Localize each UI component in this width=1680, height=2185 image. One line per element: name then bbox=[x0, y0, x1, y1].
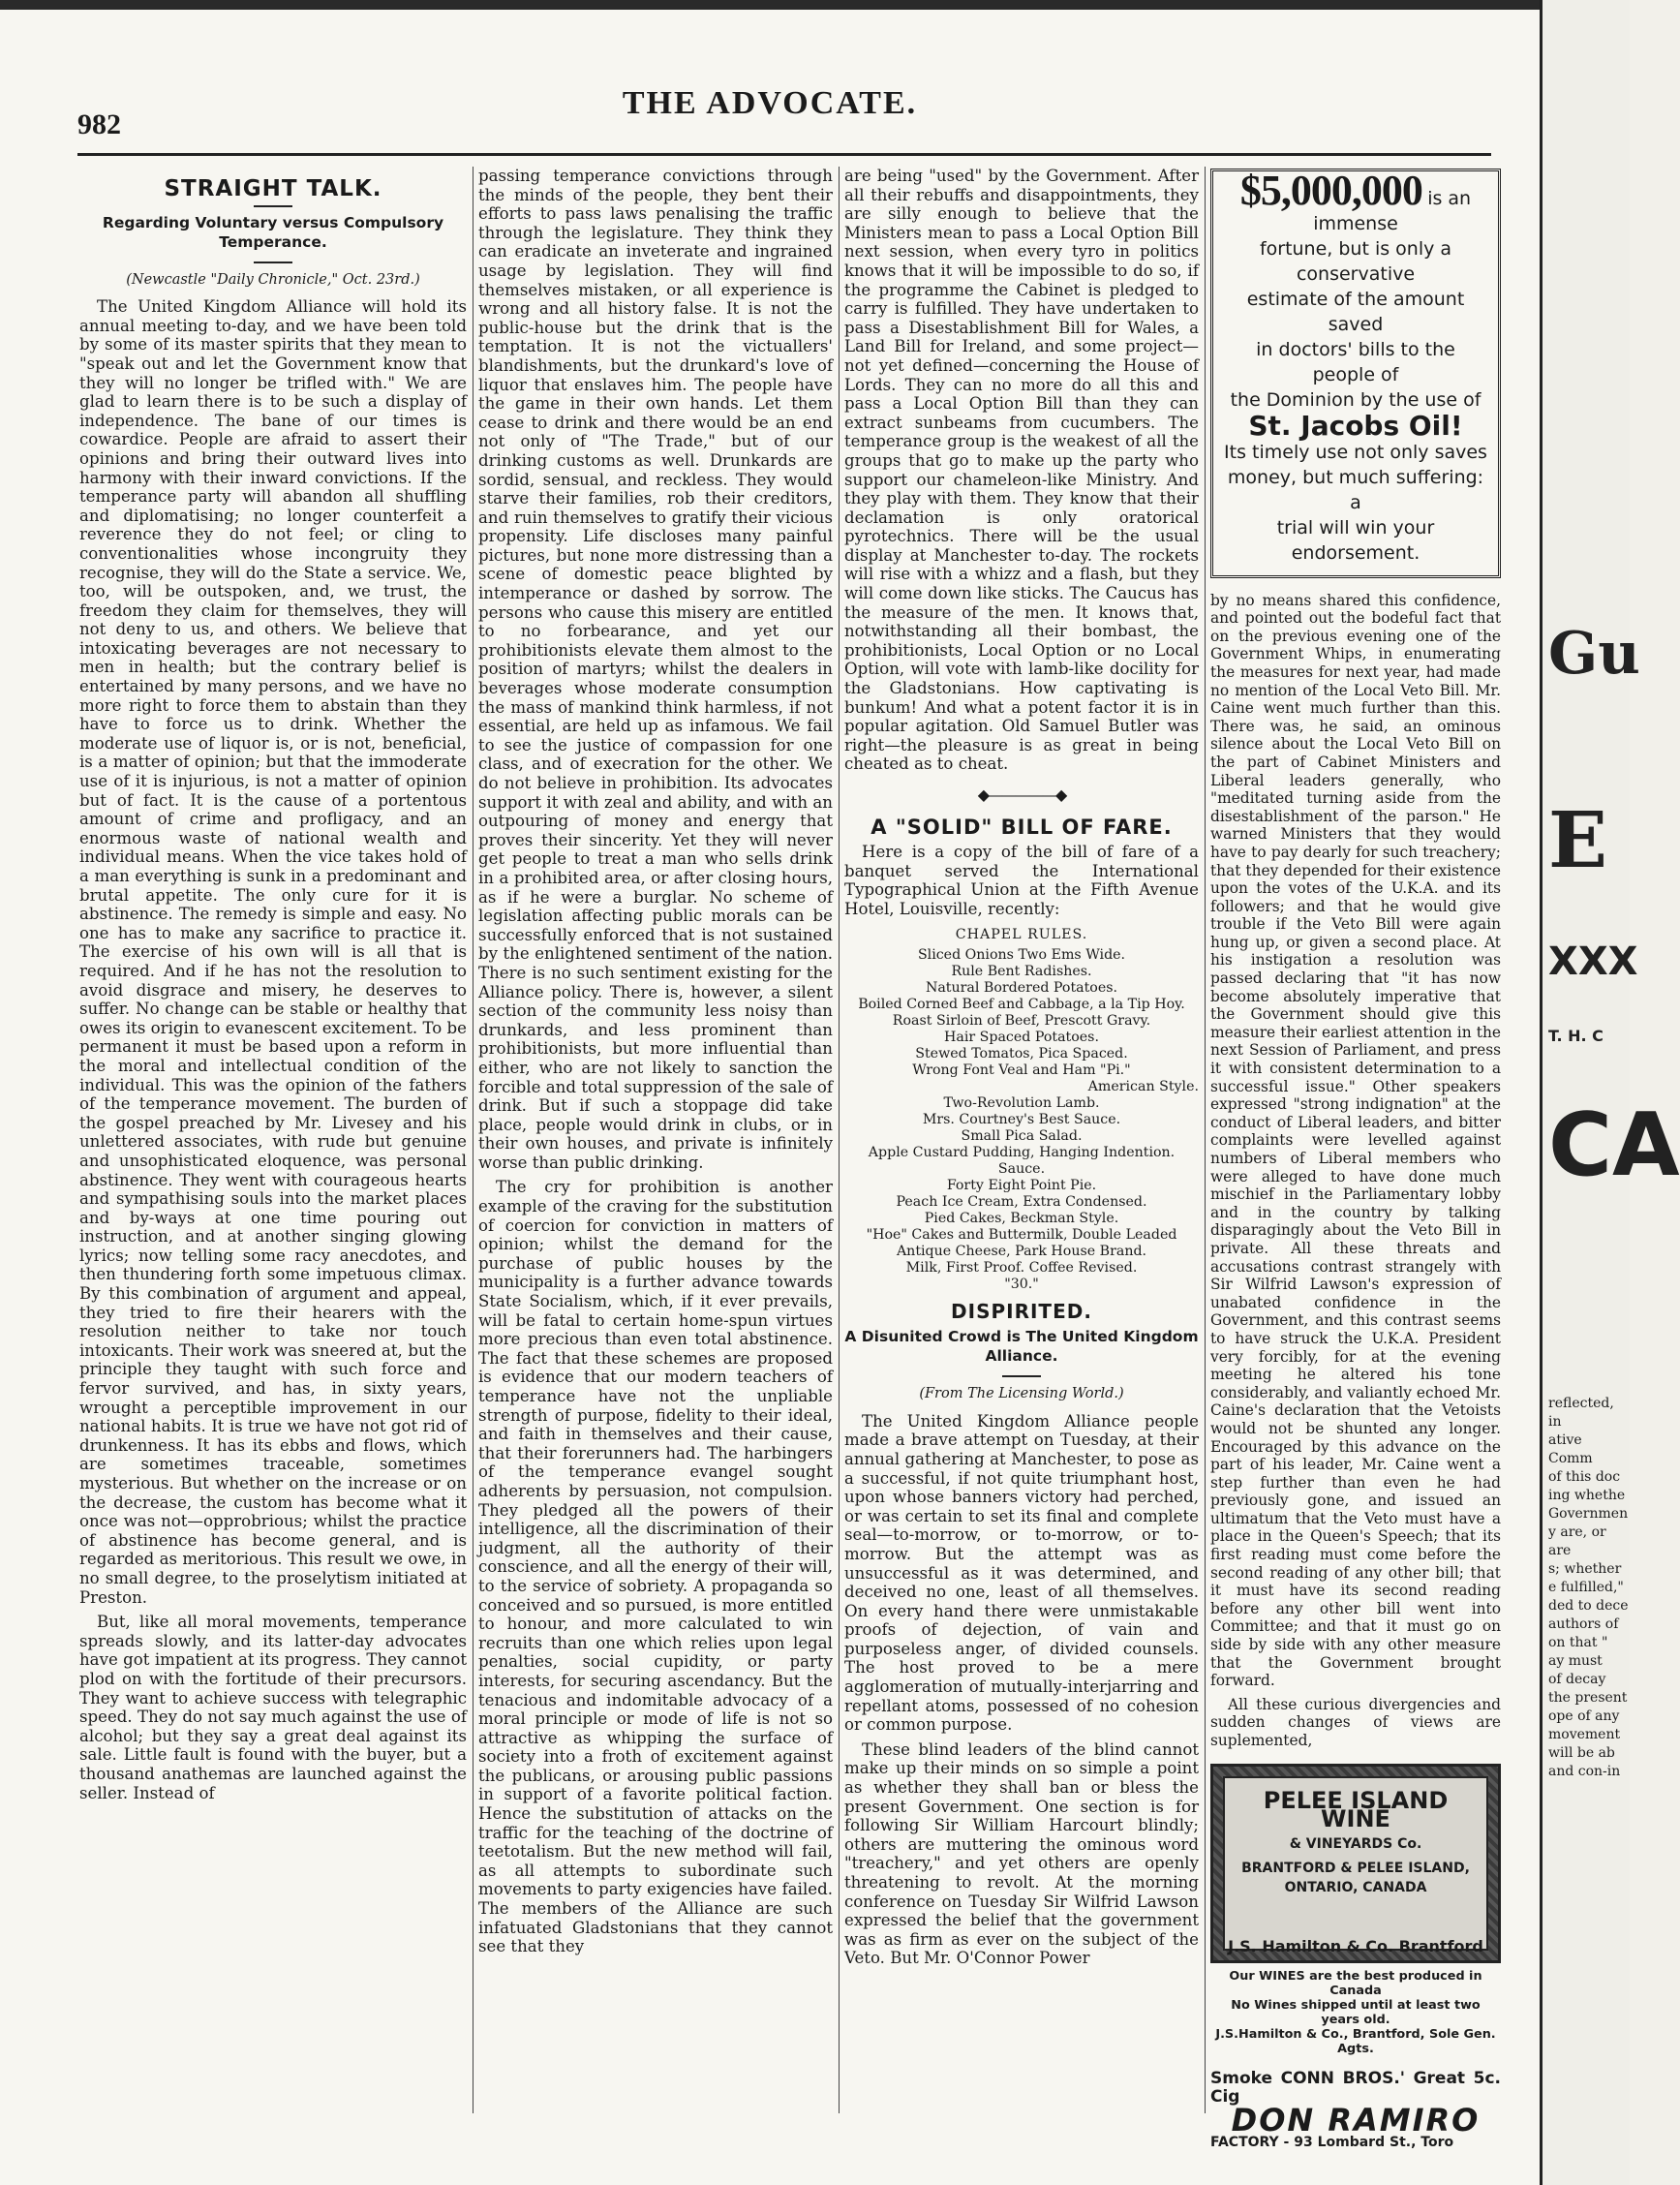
column-divider bbox=[1205, 167, 1206, 2113]
strip-line: authors of bbox=[1548, 1616, 1619, 1632]
strip-line: ded to dece bbox=[1548, 1598, 1629, 1614]
strip-fragment: T. H. C bbox=[1548, 1027, 1604, 1045]
menu-item: Sliced Onions Two Ems Wide. bbox=[917, 946, 1126, 963]
menu-item: Mrs. Courtney's Best Sauce. bbox=[922, 1111, 1121, 1127]
ad-headline-row bbox=[1223, 167, 1488, 236]
menu-item: Peach Ice Cream, Extra Condensed. bbox=[896, 1193, 1147, 1210]
scan-top-edge bbox=[0, 0, 1540, 10]
menu-list bbox=[844, 927, 1199, 1293]
ad-line: trial will win your endorsement. bbox=[1276, 516, 1435, 564]
menu-item: Natural Bordered Potatoes. bbox=[925, 979, 1118, 996]
wine-ad-panel bbox=[1223, 1776, 1488, 1955]
dispirited-source: (From The Licensing World.) bbox=[919, 1386, 1124, 1402]
strip-line: y are, or are bbox=[1548, 1524, 1606, 1558]
ad-line: Its timely use not only saves bbox=[1224, 441, 1487, 463]
menu-item: Apple Custard Pudding, Hanging Indention. bbox=[868, 1144, 1176, 1160]
article-paragraph: The cry for prohibition is another example of the craving for the substitution of coercion for conviction in matters of opinion; whilst the demand for the purchase of public houses by the municipality is a further advance towards State Socialism, which, if it ever prevails, will be fatal to certain home-spun virtues more precious than even total abstinence. The fact that these schemes are proposed is evidence that our modern teachers of temperance have not the unpliable strength of purpose, fidelity to their ideal, and faith in themselves and their cause, that their forerunners had. The harbingers of the temperance evangel sought adherents by persuasion, not compulsion. They pledged all the powers of their intelligence, all the discrimination of their judgment, all the authority of their conscience, and all the energy of their will, to the service of sobriety. A propaganda so conceived and so pursued, is more entitled to honour, and more calculated to win recruits than one which relies upon legal penalties, social cupidity, or party interests, for securing ascendancy. But the tenacious and indomitable advocacy of a moral principle or mode of life is not so attractive as whipping the surface of society into a froth of excitement against the publicans, or arousing public passions in support of a favorite political faction. Hence the substitution of attacks on the traffic for the teaching of the doctrine of teetotalism. But the new method will fail, as all attempts to subordinate such movements to party exigencies have failed. The members of the Alliance are such infatuated Gladstonians that they cannot see that they bbox=[478, 1178, 833, 1956]
strip-fragment: E bbox=[1548, 794, 1607, 885]
strip-line: ay must bbox=[1548, 1653, 1603, 1669]
strip-line: Governmen bbox=[1548, 1506, 1629, 1522]
article-paragraph: The United Kingdom Alliance will hold its annual meeting to-day, and we have been told by some of its master spirits that they mean to "speak out and let the Government know that they will no longer be trifled with." We are glad to learn there is to be such a display of independence. The bane of our times is cowardice. People are afraid to assert their opinions and bring their outward lives into harmony with their inward convictions. If the temperance party will abandon all shuffling and diplomatising; no longer counterfeit a reverence they do not feel; or cling to conventionalities whose incongruity they recognise, they will do the State a service. We, too, will be outspoken, and, we trust, the freedom they claim for themselves, they will not deny to us, and others. We believe that intoxicating beverages are not necessary to men in health; but the contrary belief is entertained by many persons, and we have no more right to force them to abstain than they have to force us to drink. Whether the moderate use of liquor is, or is not, beneficial, is a matter of opinion; but that the immoderate use of it is injurious, is not a matter of opinion but of fact. It is the cause of a portentous amount of crime and profligacy, and an enormous waste of national wealth and individual means. When the vice takes hold of a man everything is sunk in a predominant and brutal appetite. The only cure for it is abstinence. The remedy is simple and easy. No one has to make any sacrifice to practice it. The exercise of his own will is all that is required. And if he has not the resolution to avoid disgrace and misery, he deserves to suffer. No change can be stable or healthy that owes its origin to evanescent excitement. To be permanent it must be based upon a reform in the moral and intellectual condition of the individual. This was the opinion of the fathers of the temperance movement. The burden of the gospel preached by Mr. Livesey and his unlettered associates, with rude but genuine and unsophisticated eloquence, was personal abstinence. They went with courageous hearts and sympathising souls into the market places and by-ways at one time pouring out instruction, and at another singing glowing lyrics; now telling some racy anecdotes, and then thundering forth some impetuous climax. By this combination of argument and appeal, they tried to fire their hearers with the resolution neither to take nor touch intoxicants. Their work was sneered at, but the principle they taught with such force and fervor survived, and has, in sixty years, wrought a perceptible improvement in our national habits. It is true we have not got rid of drunkenness. It has its ebbs and flows, which are sometimes traceable, sometimes mysterious. But whether on the increase or on the decrease, the custom has become what it once was not—opprobrious; whilst the practice of abstinence has become general, and is regarded as meritorious. This result we owe, in no small degree, to the proselytism initiated at Preston. bbox=[79, 297, 467, 1607]
straight-talk-headline: STRAIGHT TALK. bbox=[164, 176, 382, 201]
strip-line: of decay bbox=[1548, 1672, 1606, 1687]
menu-item: Rule Bent Radishes. bbox=[951, 963, 1092, 979]
column-2 bbox=[478, 167, 833, 2113]
strip-text bbox=[1548, 1395, 1630, 1781]
wine-ad-name: J.S. Hamilton & Co. Brantford bbox=[1228, 1936, 1483, 1955]
strip-line: ope of any bbox=[1548, 1708, 1620, 1724]
menu-item: Stewed Tomatos, Pica Spaced. bbox=[915, 1045, 1128, 1062]
article-paragraph: by no means shared this confidence, and pointed out the bodeful fact that on the previous evening one of the Government Whips, in enumerating the measures for next year, had made no mention of the Local Veto Bill. Mr. Caine went much further than this. There was, he said, an ominous silence about the Local Veto Bill on the part of Cabinet Ministers and Liberal leaders generally, who "meditated turning aside from the disestablishment of the parson." He warned Ministers that they would have to pay dearly for such treachery; that they depended for their existence upon the votes of the U.K.A. and its followers; and that he would give trouble if the Veto Bill were again hung up, or given a second place. At his instigation a resolution was passed declaring that "it has now become absolutely imperative that the Government should give this measure their earliest attention in the next Session of Parliament, and press it with consistent determination to a successful issue." Other speakers expressed "strong indignation" at the conduct of Liberal leaders, and bitter complaints were levelled against numbers of Liberal members who were alleged to have done much mischief in the Parliamentary lobby and in the country by talking disparagingly about the Veto Bill in private. All these threats and accusations contrast strangely with Sir Wilfrid Lawson's expression of unabated confidence in the Government, and this contrast seems to have struck the U.K.A. President very forcibly, for at the evening meeting he altered his tone considerably, and valiantly echoed Mr. Caine's declaration that the Vetoists would not be shunted any longer. Encouraged by this advance on the part of his leader, Mr. Caine went a step further than even he had previously gone, and issued an ultimatum that the Veto must have a place in the Queen's Speech; that its first reading must come before the second reading of any other bill; that it must have its second reading before any other bill went into Committee; and that it must go on side by side with any other measure that the Government brought forward. bbox=[1210, 591, 1501, 1690]
menu-item: Milk, First Proof. Coffee Revised. bbox=[905, 1259, 1138, 1276]
menu-item: American Style. bbox=[1087, 1078, 1199, 1094]
menu-item: "30." bbox=[1004, 1276, 1039, 1292]
strip-line: e fulfilled," bbox=[1548, 1580, 1624, 1595]
wine-ad-text: Our WINES are the best produced in Canada bbox=[1229, 1968, 1482, 1998]
page-number: 982 bbox=[77, 108, 121, 140]
subhead-rule bbox=[1002, 1375, 1041, 1377]
strip-line: ing whethe bbox=[1548, 1488, 1626, 1503]
strip-line: and con-in bbox=[1548, 1764, 1621, 1779]
article-paragraph: All these curious divergencies and sudden changes of views are suplemented, bbox=[1210, 1695, 1501, 1749]
article-paragraph: But, like all moral movements, temperance spreads slowly, and its latter-day advocates have got impatient at its progress. They cannot plod on with the fortitude of their precursors. They want to achieve success with telegraphic speed. They do not say much against the use of alcohol; but they say a great deal against its sale. Little fault is found with the buyer, but a thousand anathemas are launched against the seller. Instead of bbox=[79, 1613, 467, 1802]
bill-intro: Here is a copy of the bill of fare of a banquet served the International Typographical Union at the Fifth Avenue Hotel, Louisville, recently: bbox=[844, 843, 1199, 918]
strip-fragment: CA bbox=[1548, 1094, 1680, 1196]
menu-item: Wrong Font Veal and Ham "Pi." bbox=[912, 1062, 1131, 1078]
article-paragraph: These blind leaders of the blind cannot make up their minds on so simple a point as whether they shall ban or bless the present Government. One section is for following Sir William Harcourt blindly; others are muttering the ominous word "treachery," and yet others are openly threatening to revolt. At the morning conference on Tuesday Sir Wilfrid Lawson expressed the belief that the government was as firm as ever on the subject of the Veto. But Mr. O'Connor Power bbox=[844, 1739, 1199, 1968]
strip-line: on that " bbox=[1548, 1635, 1608, 1650]
strip-fragment: Gu bbox=[1548, 620, 1640, 688]
ad-line: the Dominion by the use of bbox=[1230, 389, 1481, 411]
cigar-factory: FACTORY - 93 Lombard St., Toro bbox=[1210, 2135, 1454, 2151]
menu-item: Small Pica Salad. bbox=[961, 1127, 1083, 1144]
subhead-rule bbox=[254, 262, 292, 263]
bill-of-fare-headline: A "SOLID" BILL OF FARE. bbox=[871, 815, 1173, 839]
ad-product: St. Jacobs Oil! bbox=[1248, 410, 1463, 442]
ad-line: fortune, but is only a conservative bbox=[1259, 238, 1452, 285]
column-4 bbox=[1210, 167, 1501, 2151]
menu-item: Boiled Corned Beef and Cabbage, a la Tip Hoy. bbox=[858, 996, 1185, 1012]
ad-line: money, but much suffering: a bbox=[1227, 466, 1484, 513]
article-paragraph: passing temperance convictions through the minds of the people, they bent their efforts to pass laws penalising the traffic through the legislature. They think they can eradicate an inveterate and ingrained usage by legislation. They will find themselves mistaken, or all experience is wrong and all history false. It is not the public-house but the drink that is the temptation. It is not the victuallers' blandishments, but the drunkard's love of liquor that enslaves him. The people have the game in their own hands. Let them cease to drink and there would be an end not only of "The Trade," but of our drinking customs as well. Drunkards are sordid, sensual, and reckless. They would starve their families, rob their creditors, and ruin themselves to gratify their vicious propensity. Life discloses many painful pictures, but none more distressing than a scene of domestic peace blighted by intemperance or dashed by sorrow. The persons who cause this misery are entitled to no forbearance, and yet our prohibitionists elevate them almost to the position of martyrs; whilst the dealers in beverages whose moderate consumption the mass of mankind think harmless, if not essential, are held up as infamous. We fail to see the justice of compassion for one class, and of execration for the other. We do not believe in prohibition. Its advocates support it with zeal and ability, and with an outpouring of money and energy that proves their sincerity. Yet they will never get people to treat a man who sells drink in a prohibited area, or after closing hours, as if he were a burglar. No scheme of legislation affecting public morals can be successfully enforced that is not sustained by the enlightened sentiment of the nation. There is no such sentiment existing for the Alliance policy. There is, however, a silent section of the community less noisy than drunkards, and less prominent than prohibitionists, but more influential than either, who are not likely to sanction the forcible and total suppression of the sale of drink. But if such a stoppage did take place, people would drink in clubs, or in their own houses, and private is infinitely worse than public drinking. bbox=[478, 167, 833, 1172]
article-paragraph: are being "used" by the Government. After all their rebuffs and disappointments, they are silly enough to believe that the Ministers mean to pass a Local Option Bill next session, when every tyro in politics knows that it will be impossible to do so, if the programme the Cabinet is pledged to carry is fulfilled. They have undertaken to pass a Disestablishment Bill for Wales, a Land Bill for Ireland, and some project—not yet defined—concerning the House of Lords. They can no more do all this and pass a Local Option Bill than they can extract sunbeams from cucumbers. The temperance group is the weakest of all the groups that go to make up the party who support our chameleon-like Ministry. And they play with them. They know that their declamation is only oratorical pyrotechnics. There will be the usual display at Manchester to-day. The rockets will rise with a whizz and a flash, but they will come down like sticks. The Caucus has the measure of the men. It knows that, notwithstanding all their bombast, the prohibitionists, Local Option or no Local Option, will vote with lamb-like docility for the Gladstonians. How captivating is bunkum! And what a potent factor it is in popular agitation. Old Samuel Butler was right—the pleasure is as great in being cheated as to cheat. bbox=[844, 167, 1199, 774]
menu-item: Sauce. bbox=[997, 1160, 1046, 1177]
section-separator: ◆—————◆ bbox=[977, 785, 1066, 804]
wine-ad-title: PELEE ISLAND WINE bbox=[1263, 1786, 1449, 1833]
headline-rule bbox=[254, 205, 292, 207]
strip-fragment: XXX bbox=[1548, 939, 1638, 984]
menu-item: Forty Eight Point Pie. bbox=[946, 1177, 1097, 1193]
wine-ad-place: BRANTFORD & PELEE ISLAND, ONTARIO, CANADA bbox=[1241, 1861, 1470, 1895]
cigar-brand: DON RAMIRO bbox=[1231, 2101, 1481, 2139]
menu-heading: CHAPEL RULES. bbox=[955, 926, 1088, 942]
cigar-ad-line: Smoke CONN BROS.' Great 5c. Cig bbox=[1210, 2068, 1501, 2108]
dispirited-subhead: A Disunited Crowd is The United Kingdom Alliance. bbox=[844, 1328, 1199, 1366]
wine-ad-text: J.S.Hamilton & Co., Brantford, Sole Gen. Agts. bbox=[1215, 2026, 1496, 2056]
masthead-rule bbox=[77, 153, 1491, 156]
st-jacobs-oil-ad bbox=[1210, 169, 1501, 578]
strip-line: movement bbox=[1548, 1727, 1621, 1742]
menu-item: "Hoe" Cakes and Buttermilk, Double Leaded bbox=[866, 1226, 1177, 1243]
strip-line: ative Comm bbox=[1548, 1432, 1593, 1466]
straight-talk-subhead: Regarding Voluntary versus Compulsory Temperance. bbox=[102, 213, 444, 251]
strip-line: s; whether bbox=[1548, 1561, 1622, 1577]
ad-line: in doctors' bills to the people of bbox=[1256, 339, 1455, 385]
ad-line: estimate of the amount saved bbox=[1246, 289, 1465, 335]
menu-item: Antique Cheese, Park House Brand. bbox=[896, 1243, 1147, 1259]
wine-ad-image bbox=[1210, 1764, 1501, 1963]
menu-item: Roast Sirloin of Beef, Prescott Gravy. bbox=[892, 1012, 1151, 1029]
ad-amount: $5,000,000 bbox=[1239, 167, 1422, 214]
menu-item: Two-Revolution Lamb. bbox=[943, 1094, 1100, 1111]
wine-ad-text: No Wines shipped until at least two years old. bbox=[1231, 1997, 1481, 2027]
strip-line: the present bbox=[1548, 1690, 1628, 1706]
strip-line: reflected, in bbox=[1548, 1396, 1614, 1430]
article-source: (Newcastle "Daily Chronicle," Oct. 23rd.) bbox=[126, 271, 420, 288]
dispirited-headline: DISPIRITED. bbox=[951, 1299, 1092, 1323]
masthead-title: THE ADVOCATE. bbox=[622, 85, 918, 121]
strip-line: of this doc bbox=[1548, 1469, 1621, 1485]
column-3 bbox=[844, 167, 1199, 2113]
ad-line: is an immense bbox=[1313, 188, 1472, 234]
adjacent-page-strip bbox=[1540, 0, 1680, 2185]
column-divider bbox=[839, 167, 840, 2113]
strip-line: will be ab bbox=[1548, 1745, 1615, 1761]
menu-item: Pied Cakes, Beckman Style. bbox=[924, 1210, 1119, 1226]
article-paragraph: The United Kingdom Alliance people made a brave attempt on Tuesday, at their annual gathering at Manchester, to pose as a successful, if not quite triumphant host, upon whose banners victory had perched, or was certain to set its final and complete seal—to-morrow, or to-morrow, or to-morrow. But the attempt was as unsuccessful as it was determined, and deceived no one, least of all themselves. On every hand there were unmistakable proofs of dejection, of vain and purposeless anger, of divided counsels. The host proved to be a mere agglomeration of mutually-interjarring and repellant atoms, possessed of no cohesion or common purpose. bbox=[844, 1411, 1199, 1735]
wine-ad-sub: & VINEYARDS Co. bbox=[1289, 1835, 1422, 1852]
menu-item: Hair Spaced Potatoes. bbox=[944, 1029, 1099, 1045]
column-1 bbox=[79, 167, 467, 2113]
